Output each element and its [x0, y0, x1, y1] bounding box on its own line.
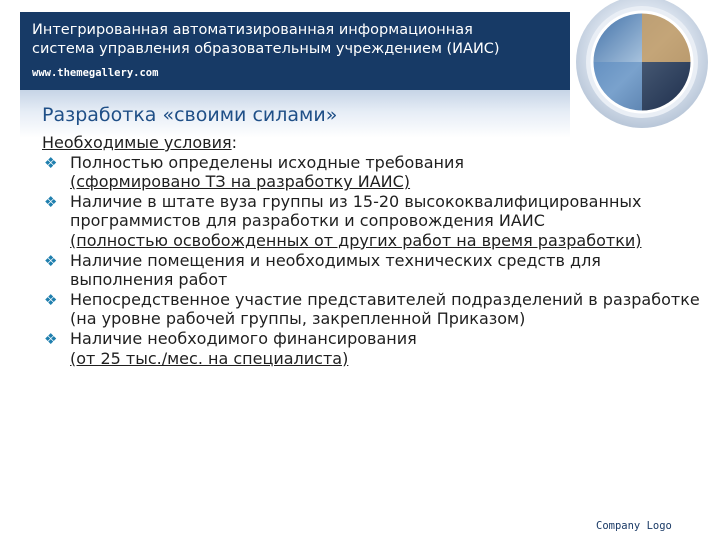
- diamond-bullet-icon: ❖: [44, 290, 58, 309]
- diamond-bullet-icon: ❖: [44, 251, 58, 270]
- list-item: [42, 290, 702, 329]
- bullet-text: Непосредственное участие представителей подразделений в разработке (на уровне рабочей группы, закрепленной Приказом): [70, 289, 700, 329]
- title-line-2: система управления образовательным учреждением (ИАИС): [32, 41, 500, 57]
- conditions-colon: :: [231, 133, 238, 152]
- bullet-text: Полностью определены исходные требования: [70, 152, 465, 172]
- slide-title: Разработка «своими силами»: [42, 104, 338, 126]
- bullet-text: Наличие в штате вуза группы из 15-20 высококвалифицированных программистов для разработки и сопровождения ИАИС: [70, 191, 642, 231]
- bullet-text: Наличие помещения и необходимых технических средств для выполнения работ: [70, 250, 601, 290]
- bullet-underlined: (полностью освобожденных от других работ на время разработки): [70, 230, 642, 250]
- bullet-underlined: (сформировано ТЗ на разработку ИАИС): [70, 172, 411, 192]
- conditions-list: [42, 153, 702, 369]
- conditions-heading: [42, 133, 702, 153]
- slide-content: [42, 133, 702, 368]
- list-item: [42, 192, 702, 251]
- presentation-title: [32, 21, 562, 59]
- conditions-heading-text: Необходимые условия: [42, 133, 232, 152]
- title-line-1: Интегрированная автоматизированная информационная: [32, 22, 473, 38]
- diamond-bullet-icon: ❖: [44, 153, 58, 172]
- diamond-bullet-icon: ❖: [44, 192, 58, 211]
- list-item: [42, 153, 702, 192]
- diamond-bullet-icon: ❖: [44, 329, 58, 348]
- list-item: [42, 329, 702, 368]
- bullet-text: Наличие необходимого финансирования: [70, 328, 417, 348]
- decorative-photo-disc-icon: [572, 0, 712, 140]
- list-item: [42, 251, 702, 290]
- website-url: www.themegallery.com: [32, 67, 159, 79]
- company-logo: Company Logo: [596, 520, 672, 532]
- header-banner: [20, 12, 570, 90]
- bullet-underlined: (от 25 тыс./мес. на специалиста): [70, 348, 349, 368]
